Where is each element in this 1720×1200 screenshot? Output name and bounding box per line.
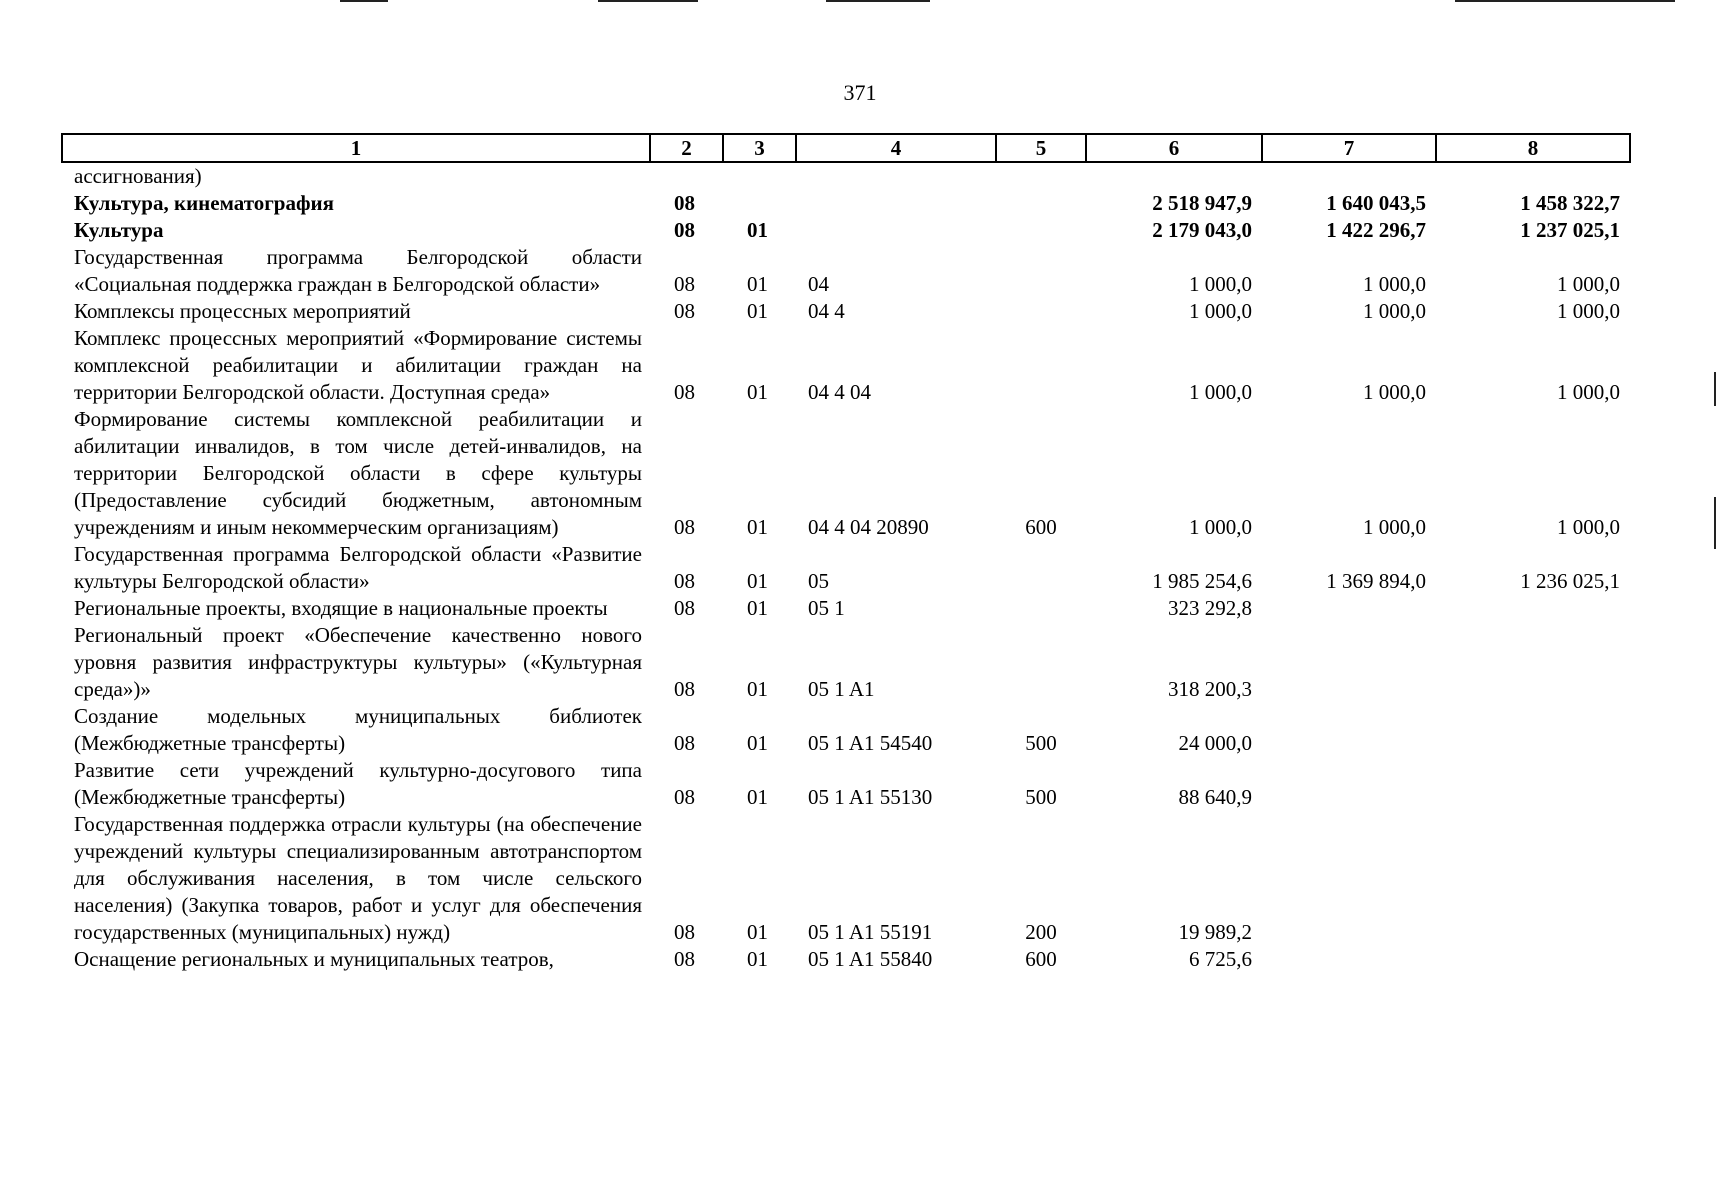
row-name-cell: Оснащение региональных и муниципальных театров, [74,947,554,971]
section-code-cell: 08 [674,947,695,971]
table-row [62,298,1630,325]
section-code-cell: 08 [674,569,695,593]
amount-col6-cell: 323 292,8 [1168,596,1252,620]
row-name-cell: Государственная поддержка отрасли культуры (на обеспечение учреждений культуры специализированным автотранспортом для обслуживания населения, в том числе сельского населения) (Закупка товаров, работ и услуг для обеспечения государственных (муниципальных) нужд) [74,812,642,944]
expense-type-cell [996,541,1086,595]
amount-col6-cell: 2 518 947,9 [1152,191,1252,215]
expense-type-cell [996,217,1086,244]
amount-col8-cell: 1 000,0 [1557,299,1620,323]
column-header: 2 [650,134,723,162]
amount-col8-cell: 1 000,0 [1557,380,1620,404]
subsection-code-cell [723,190,796,217]
scan-edge-mark [1714,497,1716,549]
amount-col7-cell [1262,757,1436,811]
expense-type-cell [996,622,1086,703]
table-row [62,190,1630,217]
table-header-row [62,134,1630,162]
row-name-cell: Культура, кинематография [74,191,334,215]
page-number: 371 [843,80,877,105]
row-name-cell: ассигнования) [74,164,202,188]
table-row [62,217,1630,244]
section-code-cell: 08 [674,515,695,539]
section-code-cell: 08 [674,191,695,215]
amount-col8-cell [1436,595,1630,622]
target-article-cell: 05 1 A1 [808,677,875,701]
subsection-code-cell: 01 [747,380,768,404]
amount-col6-cell: 1 985 254,6 [1152,569,1252,593]
amount-col8-cell [1436,811,1630,946]
column-header: 7 [1262,134,1436,162]
expense-type-cell: 500 [1025,731,1057,755]
scan-edge-mark [1455,0,1675,2]
expense-type-cell [996,162,1086,190]
column-header: 8 [1436,134,1630,162]
section-code-cell: 08 [674,218,695,242]
subsection-code-cell: 01 [747,947,768,971]
section-code-cell: 08 [674,731,695,755]
scan-edge-mark [340,0,388,2]
budget-table [61,133,1631,973]
table-row [62,541,1630,595]
amount-col6-cell: 1 000,0 [1189,272,1252,296]
expense-type-cell: 600 [1025,515,1057,539]
column-header: 5 [996,134,1086,162]
row-name-cell: Комплекс процессных мероприятий «Формирование системы комплексной реабилитации и абилитации граждан на территории Белгородской области. Доступная среда» [74,326,642,404]
section-code-cell: 08 [674,299,695,323]
column-header: 6 [1086,134,1262,162]
table-row [62,406,1630,541]
expense-type-cell [996,595,1086,622]
target-article-cell: 05 1 A1 55191 [808,920,933,944]
section-code-cell: 08 [674,596,695,620]
target-article-cell: 05 1 [808,596,845,620]
table-row [62,595,1630,622]
column-header: 4 [796,134,996,162]
table-row [62,622,1630,703]
amount-col7-cell [1262,162,1436,190]
amount-col7-cell [1262,946,1436,973]
table-row [62,325,1630,406]
amount-col7-cell: 1 369 894,0 [1326,569,1426,593]
row-name-cell: Комплексы процессных мероприятий [74,299,411,323]
target-article-cell: 05 1 A1 54540 [808,731,933,755]
target-article-cell: 04 4 04 [808,380,871,404]
amount-col7-cell: 1 000,0 [1363,299,1426,323]
subsection-code-cell: 01 [747,596,768,620]
subsection-code-cell: 01 [747,218,768,242]
subsection-code-cell: 01 [747,299,768,323]
scan-edge-mark [598,0,698,2]
target-article-cell [796,162,996,190]
table-row [62,244,1630,298]
amount-col7-cell [1262,595,1436,622]
section-code-cell [650,162,723,190]
amount-col7-cell [1262,811,1436,946]
amount-col8-cell [1436,622,1630,703]
amount-col6-cell: 1 000,0 [1189,515,1252,539]
expense-type-cell [996,190,1086,217]
row-name-cell: Развитие сети учреждений культурно-досугового типа (Межбюджетные трансферты) [74,758,642,809]
table-row [62,811,1630,946]
target-article-cell: 04 4 [808,299,845,323]
column-header: 3 [723,134,796,162]
amount-col8-cell: 1 237 025,1 [1520,218,1620,242]
amount-col6-cell: 1 000,0 [1189,380,1252,404]
row-name-cell: Культура [74,218,164,242]
row-name-cell: Создание модельных муниципальных библиотек (Межбюджетные трансферты) [74,704,642,755]
amount-col7-cell: 1 000,0 [1363,272,1426,296]
target-article-cell: 05 1 A1 55130 [808,785,933,809]
subsection-code-cell: 01 [747,920,768,944]
expense-type-cell [996,325,1086,406]
table-body [62,162,1630,973]
section-code-cell: 08 [674,272,695,296]
row-name-cell: Формирование системы комплексной реабилитации и абилитации инвалидов, в том числе детей-инвалидов, на территории Белгородской области в сфере культуры (Предоставление субсидий бюджетным, автономным учреждениям и иным некоммерческим организациям) [74,407,642,539]
subsection-code-cell: 01 [747,785,768,809]
row-name-cell: Региональный проект «Обеспечение качественно нового уровня развития инфраструктуры культуры» («Культурная среда»)» [74,623,642,701]
amount-col6-cell [1086,162,1262,190]
amount-col8-cell [1436,162,1630,190]
subsection-code-cell: 01 [747,272,768,296]
scan-edge-mark [826,0,930,2]
amount-col7-cell [1262,622,1436,703]
target-article-cell [796,217,996,244]
amount-col8-cell [1436,946,1630,973]
amount-col7-cell [1262,703,1436,757]
target-article-cell: 04 [808,272,829,296]
amount-col7-cell: 1 422 296,7 [1326,218,1426,242]
amount-col8-cell [1436,757,1630,811]
amount-col7-cell: 1 640 043,5 [1326,191,1426,215]
scan-edge-mark [1714,372,1716,406]
amount-col8-cell: 1 000,0 [1557,272,1620,296]
subsection-code-cell [723,162,796,190]
section-code-cell: 08 [674,380,695,404]
table-row [62,162,1630,190]
expense-type-cell: 600 [1025,947,1057,971]
column-header: 1 [62,134,650,162]
section-code-cell: 08 [674,785,695,809]
amount-col6-cell: 318 200,3 [1168,677,1252,701]
table-row [62,946,1630,973]
target-article-cell: 05 1 A1 55840 [808,947,933,971]
row-name-cell: Государственная программа Белгородской области «Социальная поддержка граждан в Белгородской области» [74,245,642,296]
expense-type-cell [996,298,1086,325]
amount-col6-cell: 88 640,9 [1178,785,1252,809]
subsection-code-cell: 01 [747,731,768,755]
subsection-code-cell: 01 [747,515,768,539]
amount-col8-cell: 1 236 025,1 [1520,569,1620,593]
amount-col6-cell: 1 000,0 [1189,299,1252,323]
amount-col8-cell: 1 000,0 [1557,515,1620,539]
row-name-cell: Региональные проекты, входящие в национальные проекты [74,596,608,620]
target-article-cell [796,190,996,217]
section-code-cell: 08 [674,677,695,701]
expense-type-cell: 200 [1025,920,1057,944]
subsection-code-cell: 01 [747,569,768,593]
section-code-cell: 08 [674,920,695,944]
amount-col6-cell: 24 000,0 [1178,731,1252,755]
amount-col8-cell [1436,703,1630,757]
expense-type-cell [996,244,1086,298]
amount-col7-cell: 1 000,0 [1363,380,1426,404]
amount-col6-cell: 6 725,6 [1189,947,1252,971]
table-row [62,703,1630,757]
amount-col6-cell: 19 989,2 [1178,920,1252,944]
expense-type-cell: 500 [1025,785,1057,809]
amount-col6-cell: 2 179 043,0 [1152,218,1252,242]
amount-col7-cell: 1 000,0 [1363,515,1426,539]
amount-col8-cell: 1 458 322,7 [1520,191,1620,215]
target-article-cell: 04 4 04 20890 [808,515,929,539]
target-article-cell: 05 [808,569,829,593]
table-row [62,757,1630,811]
subsection-code-cell: 01 [747,677,768,701]
row-name-cell: Государственная программа Белгородской области «Развитие культуры Белгородской области» [74,542,642,593]
